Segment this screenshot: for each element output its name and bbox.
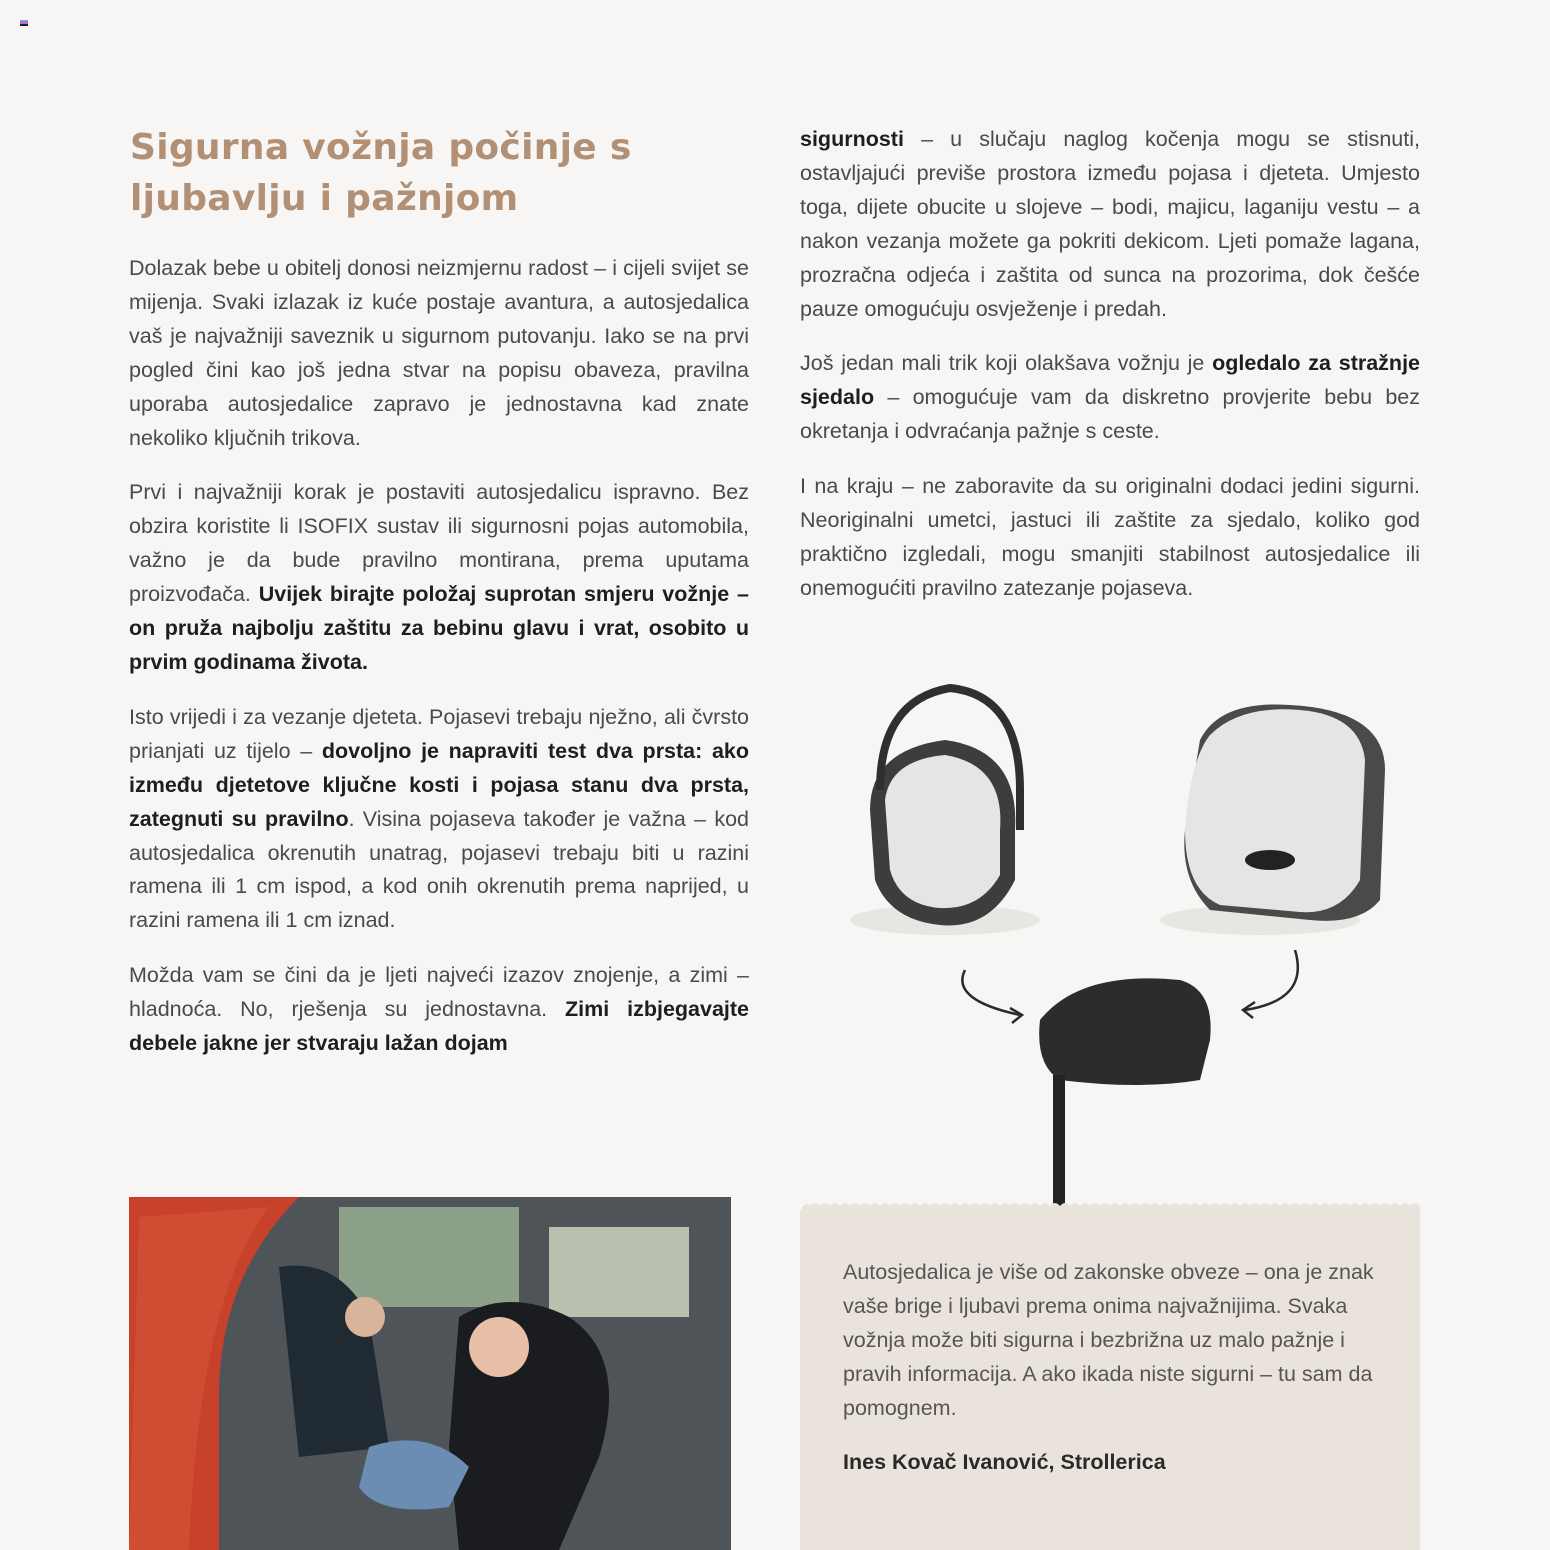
product-image	[840, 680, 1400, 1240]
quote-text: Autosjedalica je više od zakonske obveze – ona je znak vaše brige i ljubavi prema onima najvažnijima. Svaka vožnja može biti sigurna i bezbrižna uz malo pažnje i pravih informacija. A ako ikada niste sigurni – tu sam da pomognem.	[843, 1260, 1374, 1420]
paragraph-seasons: Možda vam se čini da je ljeti najveći izazov znojenje, a zimi – hladnoća. No, rješenja su jednostavna. Zimi izbjegavajte debele jakne jer stvaraju lažan dojam	[129, 963, 749, 1056]
right-column	[800, 123, 1420, 627]
flag-icon	[20, 20, 28, 27]
paragraph-installation: Prvi i najvažniji korak je postaviti autosjedalicu ispravno. Bez obzira koristite li ISOFIX sustav ili sigurnosni pojas automobila, važno je da bude pravilno montirana, prema uputama proizvođača. Uvijek birajte položaj suprotan smjeru vožnje – on pruža najbolju zaštitu za bebinu glavu i vrat, osobito u prvim godinama života.	[129, 480, 749, 674]
paragraph-mirror: Još jedan mali trik koji olakšava vožnju je ogledalo za stražnje sjedalo – omogućuje vam da diskretno provjerite bebu bez okretanja i odvraćanja pažnje s ceste.	[800, 351, 1420, 444]
paragraph-intro: Dolazak bebe u obitelj donosi neizmjernu radost – i cijeli svijet se mijenja. Svaki izlazak iz kuće postaje avantura, a autosjedalica vaš je najvažniji saveznik u sigurnom putovanju. Iako se na prvi pogled čini kao još jedna stvar na popisu obaveza, pravilna uporaba autosjedalice zapravo je jednostavna kad znate nekoliko ključnih trikova.	[129, 256, 749, 450]
left-column	[129, 252, 749, 1082]
page-title: Sigurna vožnja počinje s ljubavlju i pažnjom	[130, 127, 632, 219]
paragraph-layers: sigurnosti – u slučaju naglog kočenja mogu se stisnuti, ostavljajući previše prostora između pojasa i djeteta. Umjesto toga, dijete obucite u slojeve – bodi, majicu, laganiju vestu – a nakon vezanja možete ga pokriti dekicom. Ljeti pomaže lagana, prozračna odjeća i zaštita od sunca na prozorima, dok češće pauze omogućuju osvježenje i predah.	[800, 127, 1420, 321]
paragraph-accessories: I na kraju – ne zaboravite da su originalni dodaci jedini sigurni. Neoriginalni umetci, jastuci ili zaštite za sjedalo, koliko god praktično izgledali, mogu smanjiti stabilnost autosjedalice ili onemogućiti pravilno zatezanje pojaseva.	[800, 474, 1420, 600]
paragraph-harness: Isto vrijedi i za vezanje djeteta. Pojasevi trebaju nježno, ali čvrsto prianjati uz tijelo – dovoljno je napraviti test dva prsta: ako između djetetove ključne kosti i pojasa stanu dva prsta, zategnuti su pravilno. Visina pojaseva također je važna – kod autosjedalica okrenutih unatrag, pojasevi trebaju biti u razini ramena ili 1 cm ispod, a kod onih okrenutih prema naprijed, u razini ramena ili 1 cm iznad.	[129, 704, 750, 933]
quote-author: Ines Kovač Ivanović, Strollerica	[843, 1450, 1166, 1474]
photo-child-in-car-seat	[129, 1197, 731, 1550]
